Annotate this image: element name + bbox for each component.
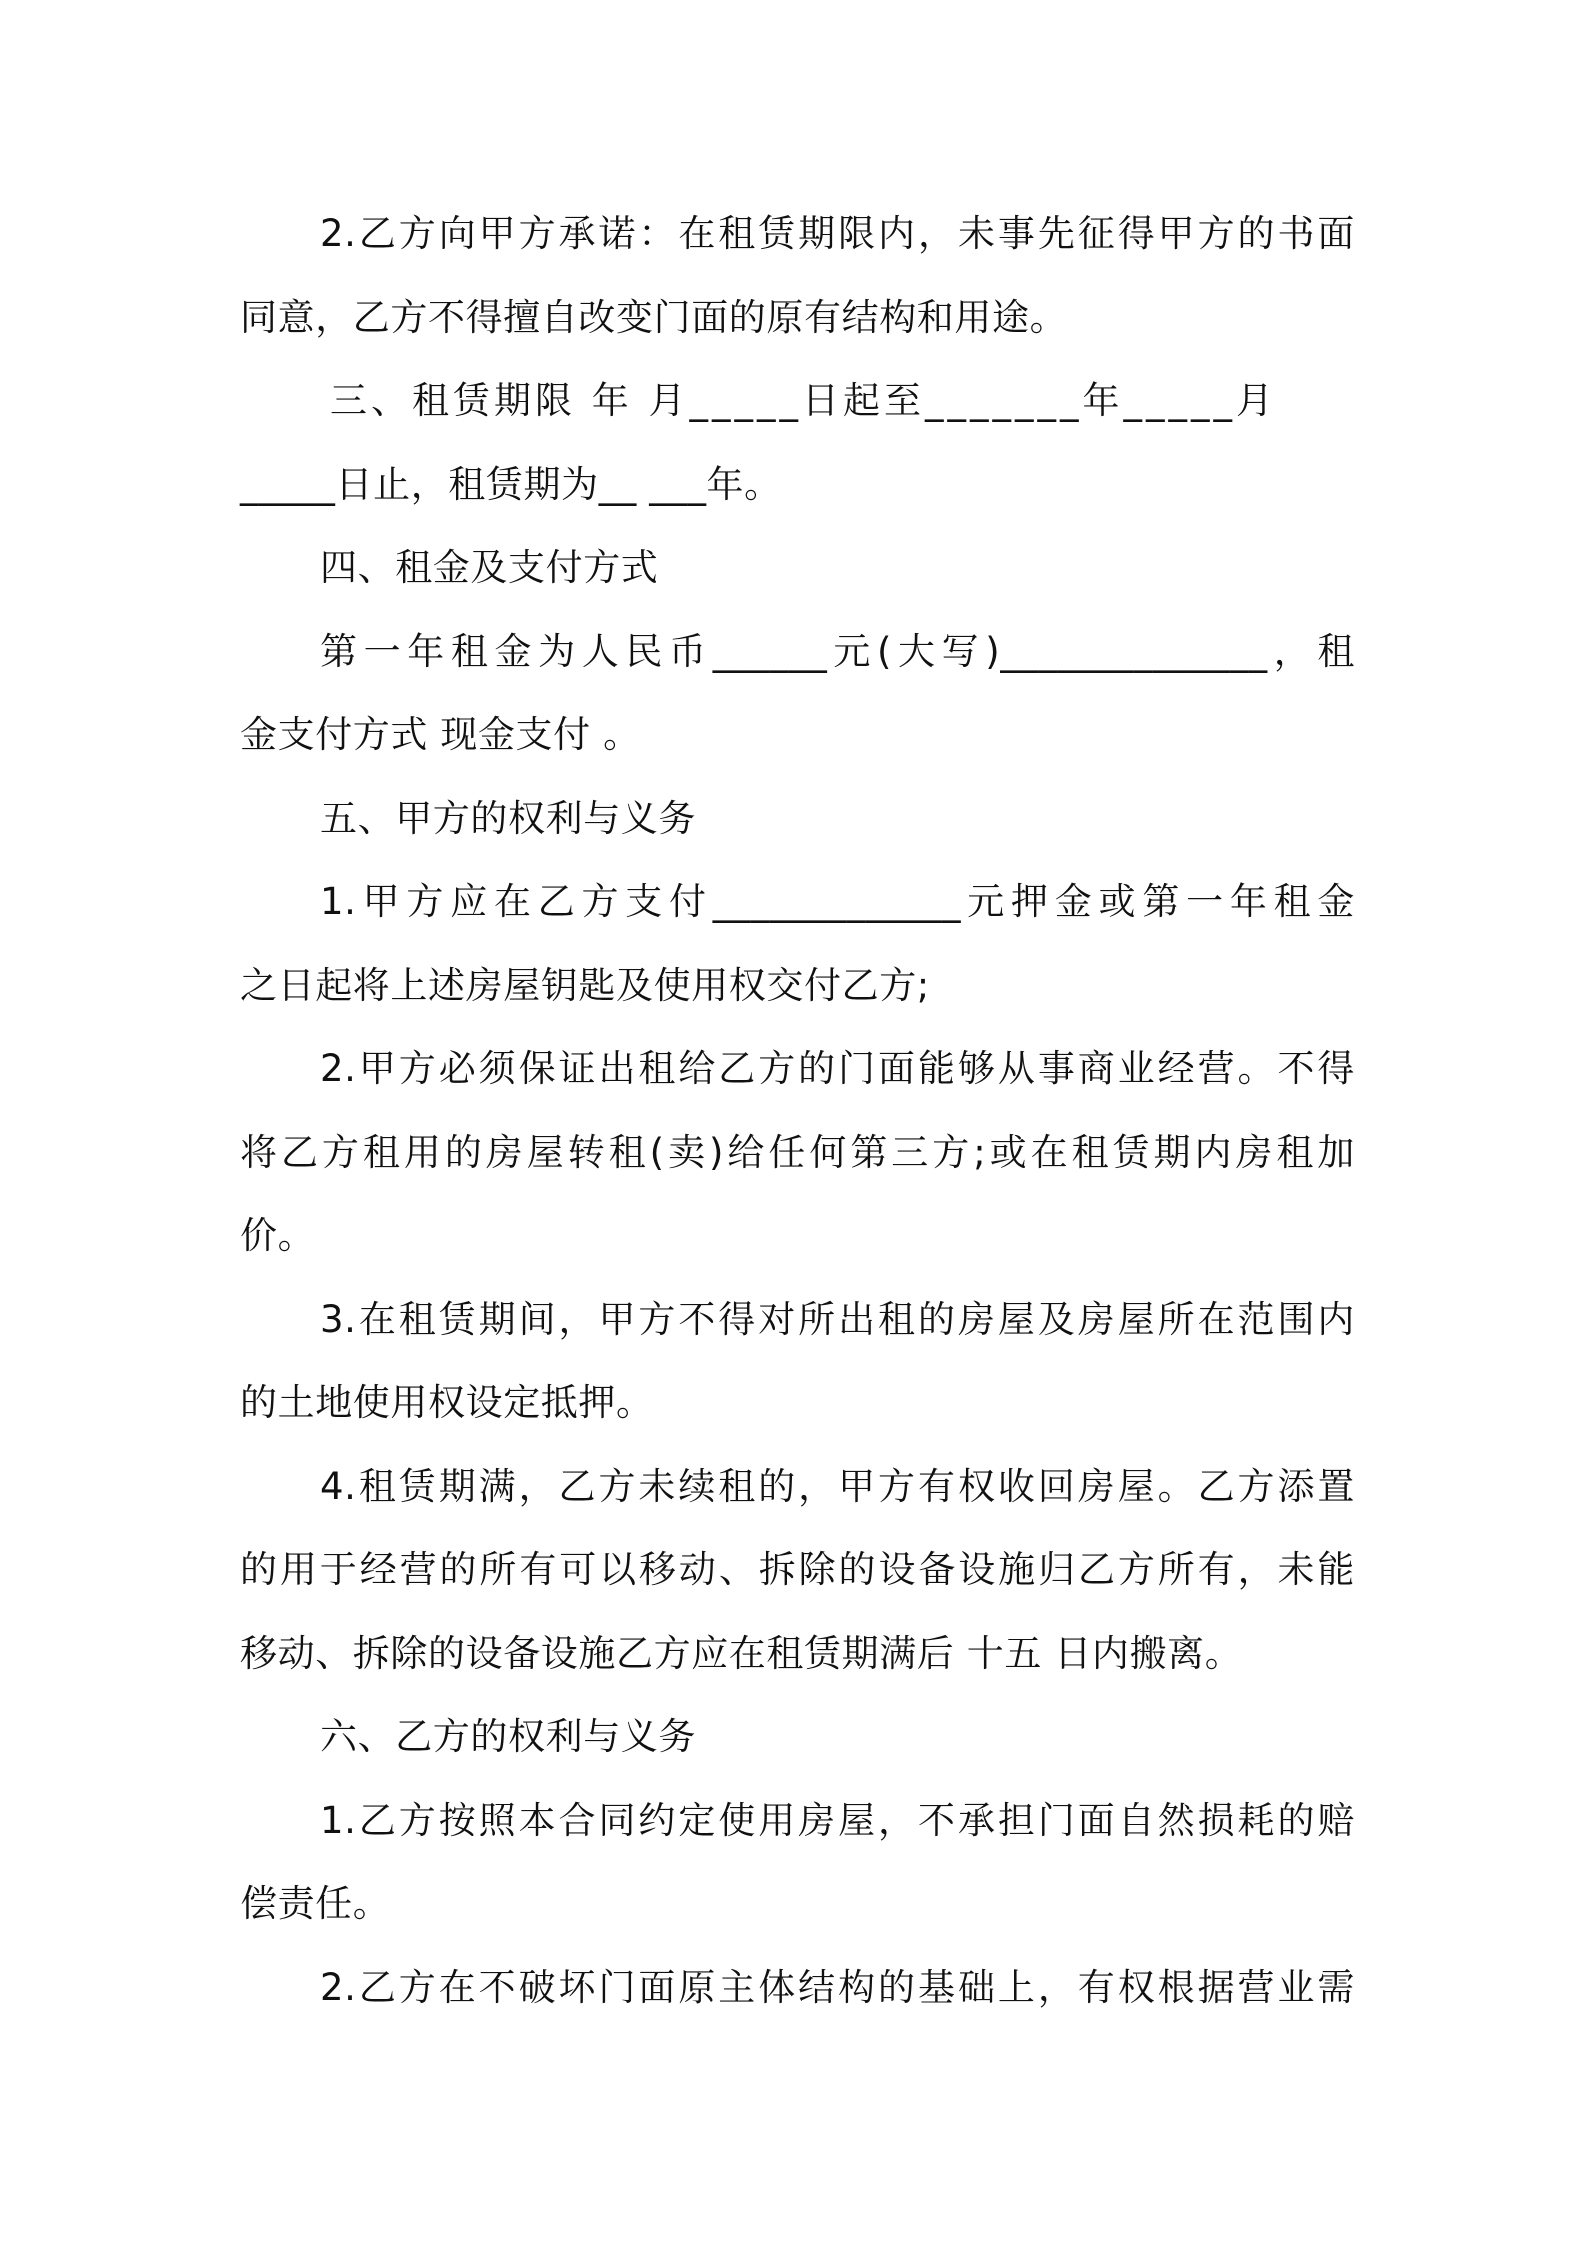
text-line: 1.甲方应在乙方支付_____________元押金或第一年租金 <box>320 880 1355 923</box>
text-line: 价。 <box>240 1214 316 1257</box>
section-heading-lease-term: 三、租赁期限 年 月_____日起至_______年_____月 <box>330 379 1278 422</box>
text-line: 金支付方式 现金支付 。 <box>240 713 641 756</box>
text-line: 移动、拆除的设备设施乙方应在租赁期满后 十五 日内搬离。 <box>240 1631 1243 1675</box>
text-line: 之日起将上述房屋钥匙及使用权交付乙方; <box>240 963 930 1007</box>
text-line: 的用于经营的所有可以移动、拆除的设备设施归乙方所有，未能 <box>240 1548 1355 1591</box>
text-line: 偿责任。 <box>240 1882 391 1925</box>
text-line: 3.在租赁期间，甲方不得对所出租的房屋及房屋所在范围内 <box>320 1297 1355 1341</box>
text-line: 2.甲方必须保证出租给乙方的门面能够从事商业经营。不得 <box>320 1047 1355 1090</box>
section-heading-party-a: 五、甲方的权利与义务 <box>320 796 696 840</box>
section-heading-rent: 四、租金及支付方式 <box>320 546 659 589</box>
text-line: 第一年租金为人民币______元(大写)______________，租 <box>320 629 1355 673</box>
section-heading-party-b: 六、乙方的权利与义务 <box>320 1715 696 1758</box>
contract-text <box>240 192 1355 2029</box>
text-line: 的土地使用权设定抵押。 <box>240 1381 654 1424</box>
text-line: 2.乙方向甲方承诺：在租赁期限内，未事先征得甲方的书面 <box>320 212 1355 255</box>
text-line: _____日止，租赁期为__ ___年。 <box>240 462 782 506</box>
text-line: 4.租赁期满，乙方未续租的，甲方有权收回房屋。乙方添置 <box>320 1464 1355 1508</box>
text-line: 同意，乙方不得擅自改变门面的原有结构和用途。 <box>240 295 1068 339</box>
text-line: 将乙方租用的房屋转租(卖)给任何第三方;或在租赁期内房租加 <box>240 1130 1355 1174</box>
text-line: 2.乙方在不破坏门面原主体结构的基础上，有权根据营业需 <box>320 1965 1355 2009</box>
text-line: 1.乙方按照本合同约定使用房屋，不承担门面自然损耗的赔 <box>320 1798 1355 1842</box>
